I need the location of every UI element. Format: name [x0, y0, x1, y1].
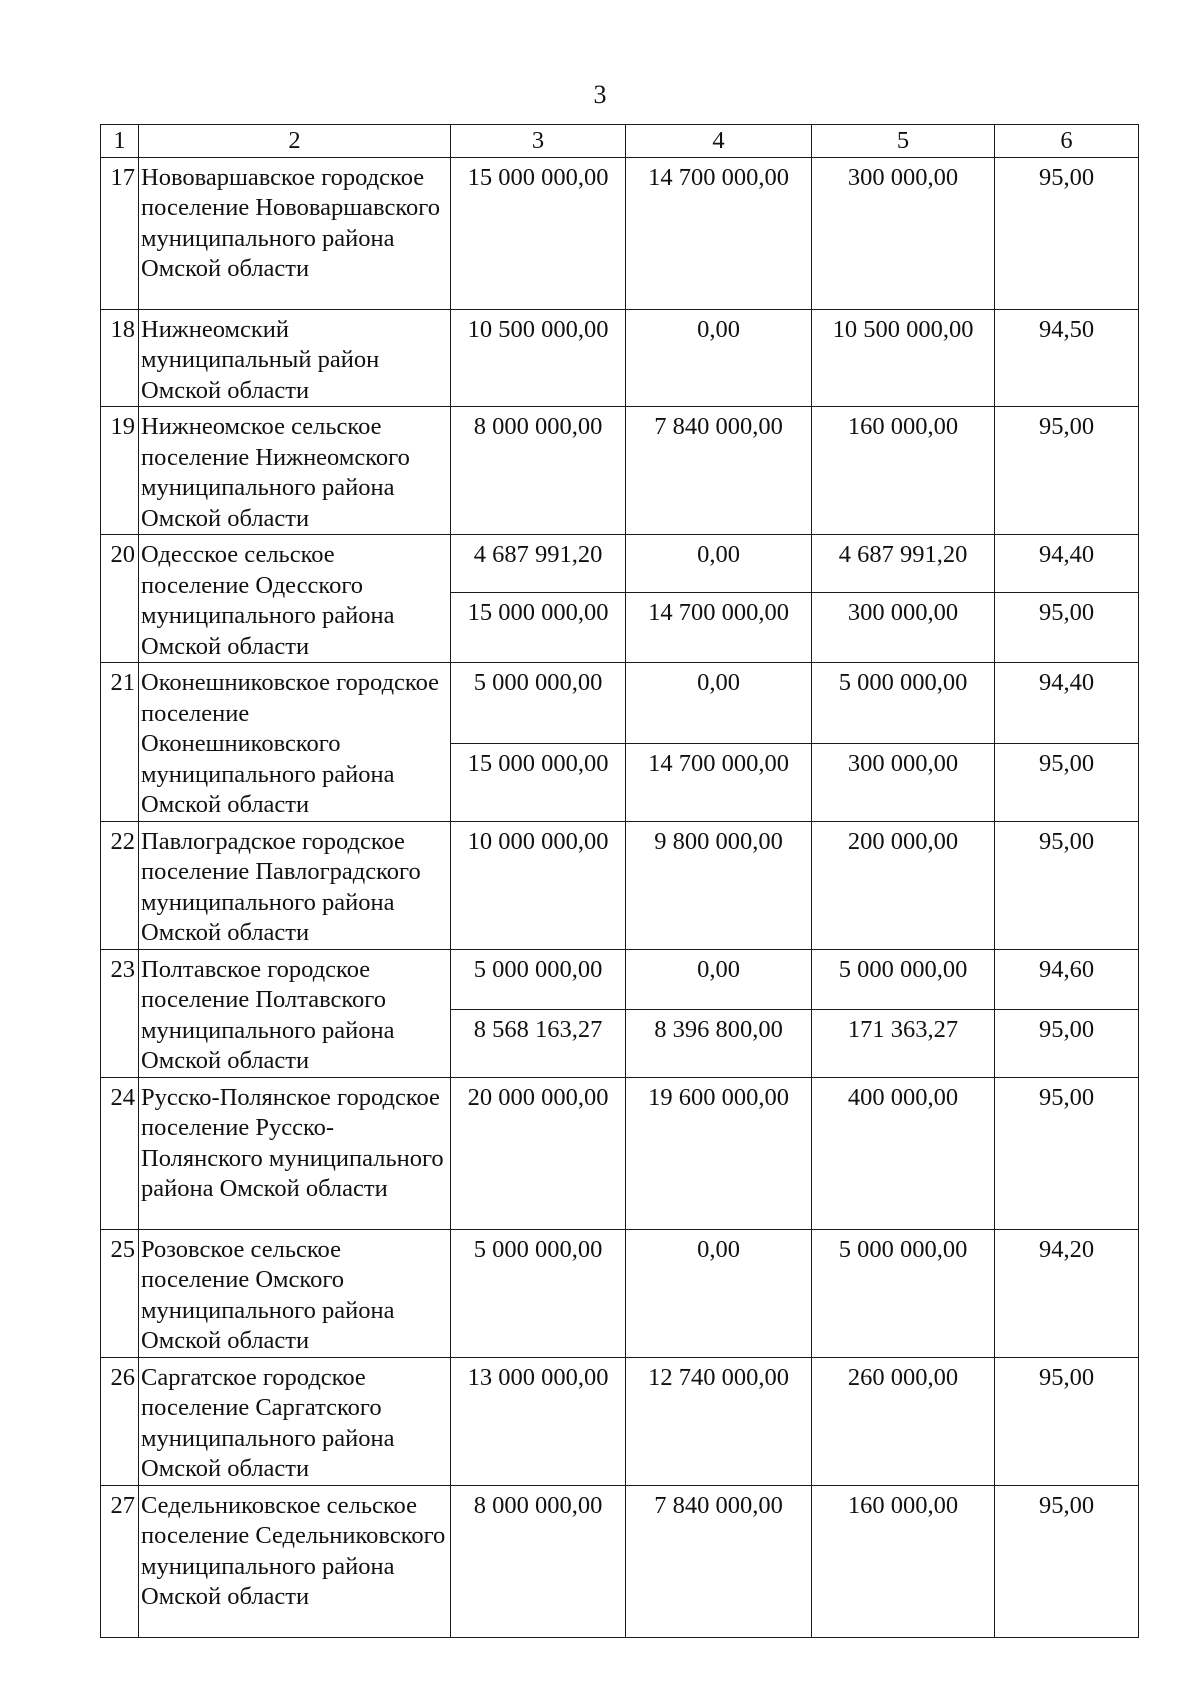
local-share: 10 500 000,00 — [812, 309, 995, 407]
local-share: 260 000,00 — [812, 1357, 995, 1485]
regional-share: 9 800 000,00 — [626, 821, 812, 949]
percent: 94,50 — [995, 309, 1139, 407]
regional-share: 8 396 800,00 — [626, 1010, 812, 1077]
row-number: 20 — [101, 535, 139, 663]
local-share: 5 000 000,00 — [812, 663, 995, 744]
municipality-name: Седельниковское сельское поселение Седельниковского муниципального района Омской области — [139, 1485, 451, 1637]
row-number: 18 — [101, 309, 139, 407]
municipality-name: Русско-Полянское городское поселение Русско-Полянского муниципального района Омской области — [139, 1077, 451, 1229]
regional-share: 0,00 — [626, 949, 812, 1010]
total-amount: 8 568 163,27 — [451, 1010, 626, 1077]
local-share: 5 000 000,00 — [812, 949, 995, 1010]
row-number: 22 — [101, 821, 139, 949]
row-number: 23 — [101, 949, 139, 1077]
percent: 95,00 — [995, 1077, 1139, 1229]
municipality-name: Нижнеомский муниципальный район Омской области — [139, 309, 451, 407]
municipality-name: Розовское сельское поселение Омского муниципального района Омской области — [139, 1229, 451, 1357]
total-amount: 15 000 000,00 — [451, 592, 626, 662]
row-number: 17 — [101, 157, 139, 309]
total-amount: 13 000 000,00 — [451, 1357, 626, 1485]
table-row — [101, 1357, 1139, 1485]
row-number: 25 — [101, 1229, 139, 1357]
regional-share: 14 700 000,00 — [626, 744, 812, 821]
local-share: 5 000 000,00 — [812, 1229, 995, 1357]
percent: 95,00 — [995, 1010, 1139, 1077]
header-cell-4: 4 — [626, 125, 812, 158]
total-amount: 20 000 000,00 — [451, 1077, 626, 1229]
municipality-name: Полтавское городское поселение Полтавского муниципального района Омской области — [139, 949, 451, 1077]
municipality-name: Одесское сельское поселение Одесского муниципального района Омской области — [139, 535, 451, 663]
percent: 94,40 — [995, 535, 1139, 593]
local-share: 300 000,00 — [812, 157, 995, 309]
page-number: 3 — [593, 80, 607, 109]
local-share: 300 000,00 — [812, 744, 995, 821]
percent: 94,20 — [995, 1229, 1139, 1357]
percent: 95,00 — [995, 744, 1139, 821]
regional-share: 7 840 000,00 — [626, 1485, 812, 1637]
total-amount: 5 000 000,00 — [451, 1229, 626, 1357]
local-share: 200 000,00 — [812, 821, 995, 949]
percent: 95,00 — [995, 592, 1139, 662]
percent: 95,00 — [995, 157, 1139, 309]
regional-share: 0,00 — [626, 663, 812, 744]
total-amount: 8 000 000,00 — [451, 407, 626, 535]
row-number: 26 — [101, 1357, 139, 1485]
local-share: 4 687 991,20 — [812, 535, 995, 593]
total-amount: 5 000 000,00 — [451, 949, 626, 1010]
local-share: 160 000,00 — [812, 1485, 995, 1637]
local-share: 160 000,00 — [812, 407, 995, 535]
percent: 94,60 — [995, 949, 1139, 1010]
total-amount: 4 687 991,20 — [451, 535, 626, 593]
header-cell-3: 3 — [451, 125, 626, 158]
table-row — [101, 157, 1139, 309]
total-amount: 5 000 000,00 — [451, 663, 626, 744]
local-share: 171 363,27 — [812, 1010, 995, 1077]
table-row — [101, 407, 1139, 535]
percent: 95,00 — [995, 821, 1139, 949]
percent: 95,00 — [995, 407, 1139, 535]
header-cell-2: 2 — [139, 125, 451, 158]
table-row — [101, 535, 1139, 593]
municipality-name: Оконешниковское городское поселение Оконешниковского муниципального района Омской области — [139, 663, 451, 822]
percent: 95,00 — [995, 1357, 1139, 1485]
header-cell-1: 1 — [101, 125, 139, 158]
budget-table — [100, 124, 1139, 1638]
regional-share: 0,00 — [626, 1229, 812, 1357]
regional-share: 12 740 000,00 — [626, 1357, 812, 1485]
table-row — [101, 949, 1139, 1010]
header-row — [101, 125, 1139, 158]
municipality-name: Нововаршавское городское поселение Нововаршавского муниципального района Омской области — [139, 157, 451, 309]
total-amount: 10 000 000,00 — [451, 821, 626, 949]
table-row — [101, 1229, 1139, 1357]
header-cell-5: 5 — [812, 125, 995, 158]
row-number: 24 — [101, 1077, 139, 1229]
total-amount: 8 000 000,00 — [451, 1485, 626, 1637]
table-row — [101, 663, 1139, 744]
table-row — [101, 1077, 1139, 1229]
regional-share: 14 700 000,00 — [626, 157, 812, 309]
municipality-name: Саргатское городское поселение Саргатского муниципального района Омской области — [139, 1357, 451, 1485]
municipality-name: Нижнеомское сельское поселение Нижнеомского муниципального района Омской области — [139, 407, 451, 535]
row-number: 27 — [101, 1485, 139, 1637]
table-row — [101, 1485, 1139, 1637]
total-amount: 15 000 000,00 — [451, 744, 626, 821]
regional-share: 14 700 000,00 — [626, 592, 812, 662]
table-body — [101, 125, 1139, 1638]
row-number: 21 — [101, 663, 139, 822]
regional-share: 0,00 — [626, 309, 812, 407]
regional-share: 0,00 — [626, 535, 812, 593]
municipality-name: Павлоградское городское поселение Павлоградского муниципального района Омской области — [139, 821, 451, 949]
table-row — [101, 309, 1139, 407]
local-share: 400 000,00 — [812, 1077, 995, 1229]
table-row — [101, 821, 1139, 949]
percent: 95,00 — [995, 1485, 1139, 1637]
total-amount: 15 000 000,00 — [451, 157, 626, 309]
row-number: 19 — [101, 407, 139, 535]
header-cell-6: 6 — [995, 125, 1139, 158]
local-share: 300 000,00 — [812, 592, 995, 662]
regional-share: 7 840 000,00 — [626, 407, 812, 535]
total-amount: 10 500 000,00 — [451, 309, 626, 407]
percent: 94,40 — [995, 663, 1139, 744]
regional-share: 19 600 000,00 — [626, 1077, 812, 1229]
